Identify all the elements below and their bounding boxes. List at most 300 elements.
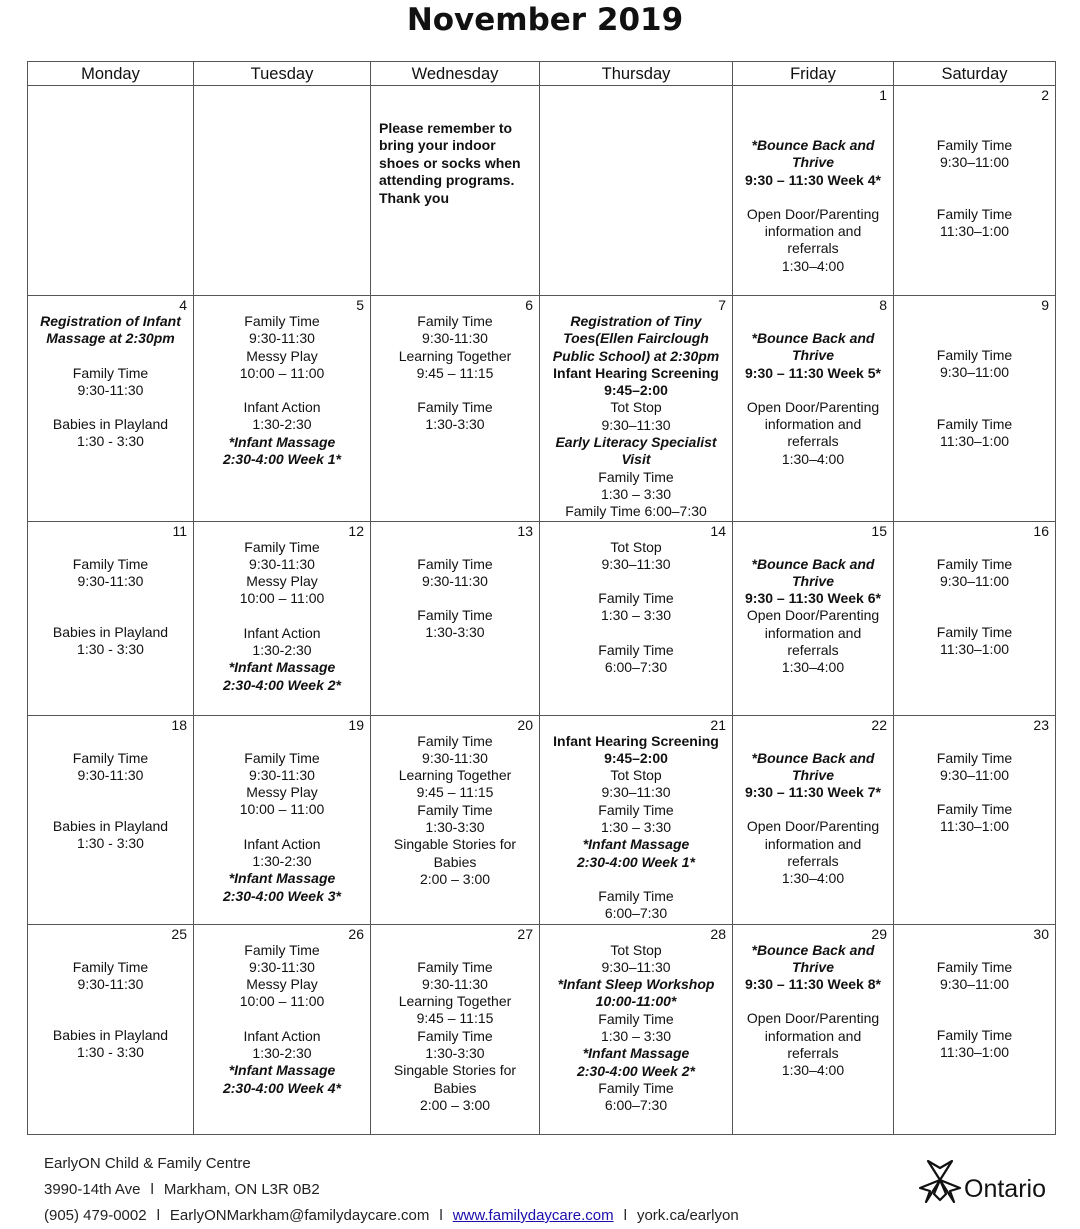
event-list xyxy=(540,539,732,677)
event-line: Early Literacy Specialist Visit xyxy=(555,434,717,468)
event-line: 9:30-11:30 xyxy=(77,975,144,992)
event-line: Messy Play xyxy=(246,976,318,993)
weekday-header: Friday xyxy=(733,62,894,86)
event-line: 11:30–1:00 xyxy=(939,432,1010,449)
event-line: Open Door/Parenting information and referrals xyxy=(746,1010,880,1062)
event-line: *Infant Massage xyxy=(228,870,336,887)
event-line: 1:30–4:00 xyxy=(781,257,845,274)
event-line: Family Time xyxy=(936,801,1013,818)
event-line: 2:00 – 3:00 xyxy=(419,870,491,887)
website-link[interactable]: www.familydaycare.com xyxy=(452,1207,614,1224)
spacer xyxy=(900,189,1049,206)
event-line: 9:30 – 11:30 Week 6* xyxy=(745,590,881,607)
event-line: 9:30 – 11:30 Week 5* xyxy=(745,364,881,381)
event-line: 9:30–11:00 xyxy=(939,975,1010,992)
event-list xyxy=(540,313,732,521)
spacer xyxy=(34,801,187,818)
city: Markham, ON L3R 0B2 xyxy=(163,1181,320,1198)
spacer xyxy=(34,1010,187,1027)
event-line: 9:30-11:30 xyxy=(422,975,488,992)
day-number: 7 xyxy=(718,297,726,313)
event-line: 10:00 – 11:00 xyxy=(239,364,325,381)
spacer xyxy=(900,942,1049,959)
event-line: 9:30-11:30 xyxy=(77,381,144,398)
calendar-grid xyxy=(27,61,1056,1135)
day-cell xyxy=(894,924,1056,1134)
spacer xyxy=(377,539,533,556)
week-row xyxy=(28,715,1056,924)
event-list xyxy=(733,942,893,1080)
spacer xyxy=(200,819,364,836)
event-line: 11:30–1:00 xyxy=(939,1044,1010,1061)
event-line: Family Time xyxy=(936,624,1013,641)
week-row xyxy=(28,521,1056,715)
event-line: 2:00 – 3:00 xyxy=(419,1096,491,1113)
event-line: 9:30-11:30 xyxy=(422,330,488,347)
spacer xyxy=(34,993,187,1010)
event-line: Family Time xyxy=(598,590,674,607)
event-line: 9:30–11:30 xyxy=(601,555,671,572)
spacer xyxy=(377,382,533,399)
day-number: 23 xyxy=(1033,716,1049,733)
event-line: 6:00–7:30 xyxy=(604,659,668,676)
spacer xyxy=(900,330,1049,347)
event-line: *Bounce Back and Thrive xyxy=(751,330,875,364)
event-list xyxy=(28,942,193,1062)
event-line: 9:30–11:30 xyxy=(601,416,671,433)
event-line: 9:30 – 11:30 Week 7* xyxy=(745,784,881,801)
event-line: Infant Hearing Screening xyxy=(553,732,719,749)
day-cell xyxy=(371,924,540,1134)
day-cell xyxy=(28,521,194,715)
event-list xyxy=(371,942,539,1115)
event-line: Family Time xyxy=(417,1027,493,1044)
event-line: Family Time xyxy=(598,641,674,658)
spacer xyxy=(739,189,887,206)
event-line: Family Time xyxy=(936,415,1013,432)
spacer xyxy=(34,399,187,416)
york-link[interactable]: york.ca/earlyon xyxy=(636,1207,739,1224)
spacer xyxy=(900,382,1049,399)
spacer xyxy=(900,313,1049,330)
spacer xyxy=(739,120,887,137)
day-number: 2 xyxy=(1041,87,1049,103)
event-line: 1:30-2:30 xyxy=(252,1045,312,1062)
event-line: 1:30-3:30 xyxy=(425,624,485,641)
contact-line xyxy=(44,1203,739,1229)
event-line: Family Time xyxy=(72,749,149,766)
event-line: Open Door/Parenting information and referrals xyxy=(746,607,880,659)
event-line: Learning Together xyxy=(398,993,512,1010)
event-line: Family Time xyxy=(244,941,320,958)
event-line: Family Time xyxy=(417,958,493,975)
event-line: *Infant Massage xyxy=(582,836,690,853)
event-list xyxy=(894,539,1055,659)
event-line: Infant Hearing Screening xyxy=(553,364,719,381)
event-line: 9:30-11:30 xyxy=(249,958,315,975)
event-line: 1:30-3:30 xyxy=(425,416,485,433)
event-line: 1:30 – 3:30 xyxy=(600,607,672,624)
spacer xyxy=(739,313,887,330)
street-address: 3990-14th Ave xyxy=(44,1181,141,1198)
event-line: 9:30 – 11:30 Week 4* xyxy=(745,171,881,188)
spacer xyxy=(900,120,1049,137)
event-line: 2:30-4:00 Week 1* xyxy=(222,451,342,468)
spacer xyxy=(34,942,187,959)
day-cell xyxy=(194,86,371,296)
day-number: 13 xyxy=(517,522,533,539)
email[interactable]: EarlyONMarkham@familydaycare.com xyxy=(169,1207,430,1224)
event-line: 9:30-11:30 xyxy=(77,572,144,589)
event-line: *Infant Sleep Workshop xyxy=(557,976,715,993)
event-line: Family Time xyxy=(936,749,1013,766)
separator: l xyxy=(623,1207,627,1224)
spacer xyxy=(200,733,364,750)
event-line: 1:30 - 3:30 xyxy=(77,641,144,658)
event-line: Family Time xyxy=(936,1027,1013,1044)
event-line: Babies in Playland xyxy=(52,1027,169,1044)
day-cell xyxy=(733,715,894,924)
event-line: 1:30-3:30 xyxy=(425,819,485,836)
spacer xyxy=(739,801,887,818)
event-line: Infant Action xyxy=(243,835,321,852)
org-name: EarlyON Child & Family Centre xyxy=(44,1155,251,1172)
event-line: Family Time xyxy=(417,607,493,624)
event-line: 6:00–7:30 xyxy=(604,905,668,922)
spacer xyxy=(34,590,187,607)
spacer xyxy=(34,784,187,801)
event-line: 1:30 – 3:30 xyxy=(600,485,672,502)
day-cell xyxy=(733,521,894,715)
event-line: Infant Action xyxy=(243,1027,321,1044)
event-line: 1:30 – 3:30 xyxy=(600,819,672,836)
event-line: 11:30–1:00 xyxy=(939,222,1010,239)
event-list xyxy=(733,733,893,888)
event-line: Family Time xyxy=(417,313,493,329)
event-line: 9:45 – 11:15 xyxy=(416,1010,494,1027)
day-cell xyxy=(371,86,540,296)
spacer xyxy=(900,590,1049,607)
event-line: 9:30–11:30 xyxy=(601,784,671,801)
day-number: 18 xyxy=(171,716,187,733)
week-row xyxy=(28,924,1056,1134)
event-line: Family Time xyxy=(417,555,493,572)
event-line: Learning Together xyxy=(398,767,512,784)
day-cell xyxy=(894,86,1056,296)
event-line: Messy Play xyxy=(246,347,318,364)
day-cell xyxy=(540,924,733,1134)
spacer xyxy=(200,608,364,625)
day-cell xyxy=(540,521,733,715)
event-line: Family Time xyxy=(72,958,149,975)
day-number: 12 xyxy=(348,522,364,539)
page-title: November 2019 xyxy=(406,2,684,38)
day-cell xyxy=(371,715,540,924)
day-cell xyxy=(540,86,733,296)
day-cell xyxy=(194,296,371,522)
event-line: Messy Play xyxy=(246,573,318,590)
event-list xyxy=(194,942,370,1097)
ontario-wordmark: Ontario xyxy=(964,1175,1046,1203)
event-list xyxy=(733,120,893,275)
spacer xyxy=(739,733,887,750)
event-list xyxy=(371,539,539,642)
separator: l xyxy=(150,1181,154,1198)
spacer xyxy=(546,625,726,642)
event-line: Infant Action xyxy=(243,399,321,416)
day-cell xyxy=(733,924,894,1134)
day-cell xyxy=(733,296,894,522)
event-line: 9:30-11:30 xyxy=(422,572,488,589)
event-line: Infant Action xyxy=(243,624,321,641)
spacer xyxy=(546,871,726,888)
event-line: 1:30-2:30 xyxy=(252,416,312,433)
day-cell xyxy=(540,715,733,924)
spacer xyxy=(739,993,887,1010)
spacer xyxy=(34,733,187,750)
spacer xyxy=(200,1011,364,1028)
day-number: 5 xyxy=(356,297,364,313)
spacer xyxy=(900,539,1049,556)
event-line: 9:30–11:00 xyxy=(939,364,1010,381)
day-cell xyxy=(540,296,733,522)
event-line: Babies in Playland xyxy=(52,818,169,835)
event-list xyxy=(894,313,1055,450)
event-line: *Bounce Back and Thrive xyxy=(751,137,875,171)
event-list xyxy=(28,313,193,451)
event-line: 10:00 – 11:00 xyxy=(239,590,325,607)
spacer xyxy=(900,399,1049,416)
event-line: Family Time xyxy=(244,749,320,766)
ontario-logo xyxy=(918,1158,1058,1208)
day-cell xyxy=(28,86,194,296)
day-cell xyxy=(28,715,194,924)
event-list xyxy=(194,733,370,905)
event-list xyxy=(28,733,193,853)
event-list xyxy=(371,313,539,434)
event-line: *Infant Massage xyxy=(582,1045,690,1062)
event-line: 1:30–4:00 xyxy=(781,659,845,676)
day-number: 27 xyxy=(517,925,533,942)
day-number: 15 xyxy=(871,522,887,539)
day-number: 11 xyxy=(172,522,187,539)
event-list xyxy=(28,539,193,659)
event-line: Tot Stop xyxy=(610,538,662,555)
spacer xyxy=(900,993,1049,1010)
event-line: Family Time xyxy=(598,1010,674,1027)
event-line: Open Door/Parenting information and referrals xyxy=(746,398,880,450)
day-number: 16 xyxy=(1033,522,1049,539)
event-line: 10:00 – 11:00 xyxy=(239,993,325,1010)
event-line: Family Time xyxy=(598,468,674,485)
trillium-icon xyxy=(918,1158,962,1204)
event-line: *Infant Massage xyxy=(228,1062,336,1079)
spacer xyxy=(200,382,364,399)
day-cell xyxy=(194,924,371,1134)
event-line: 1:30 – 3:30 xyxy=(600,1028,672,1045)
event-line: Singable Stories for Babies xyxy=(393,1062,517,1096)
event-line: Family Time xyxy=(417,732,493,749)
event-line: 1:30–4:00 xyxy=(781,870,845,887)
weekday-header-row xyxy=(28,62,1056,86)
event-list xyxy=(371,733,539,889)
day-number: 9 xyxy=(1041,297,1049,313)
event-line: 11:30–1:00 xyxy=(939,641,1010,658)
event-line: Registration of Tiny Toes(Ellen Fairclough Public School) at 2:30pm xyxy=(552,313,720,364)
spacer xyxy=(377,590,533,607)
event-line: 9:30-11:30 xyxy=(77,766,144,783)
event-line: 1:30–4:00 xyxy=(781,450,845,467)
event-list xyxy=(194,313,370,468)
day-cell xyxy=(371,296,540,522)
spacer xyxy=(900,784,1049,801)
event-line: 2:30-4:00 Week 4* xyxy=(222,1079,342,1096)
event-line: 2:30-4:00 Week 2* xyxy=(222,676,342,693)
event-line: Family Time 6:00–7:30 xyxy=(565,503,707,520)
spacer xyxy=(900,607,1049,624)
spacer xyxy=(900,1010,1049,1027)
event-line: 1:30 - 3:30 xyxy=(77,433,144,450)
event-line: 1:30–4:00 xyxy=(781,1062,845,1079)
event-line: 9:30 – 11:30 Week 8* xyxy=(745,976,881,993)
event-line: Babies in Playland xyxy=(52,416,169,433)
event-line: Family Time xyxy=(598,887,674,904)
event-line: Family Time xyxy=(244,538,320,555)
event-line: Tot Stop xyxy=(610,767,662,784)
day-number: 25 xyxy=(171,925,187,942)
event-line: Family Time xyxy=(72,555,149,572)
event-list xyxy=(733,313,893,468)
event-line: 1:30 - 3:30 xyxy=(77,1044,144,1061)
event-line: 6:00–7:30 xyxy=(604,1097,668,1114)
event-line: *Bounce Back and Thrive xyxy=(751,555,875,589)
event-line: *Bounce Back and Thrive xyxy=(751,941,875,975)
day-cell xyxy=(194,521,371,715)
day-number: 28 xyxy=(710,925,726,942)
event-line: Family Time xyxy=(936,958,1013,975)
day-number: 30 xyxy=(1033,925,1049,942)
event-line: *Infant Massage xyxy=(228,659,336,676)
day-cell xyxy=(28,296,194,522)
event-line: Family Time xyxy=(936,347,1013,363)
event-line: Learning Together xyxy=(398,347,512,364)
event-line: 1:30-2:30 xyxy=(252,853,312,870)
day-cell xyxy=(194,715,371,924)
event-line: Family Time xyxy=(936,137,1013,153)
event-line: Family Time xyxy=(417,399,493,416)
spacer xyxy=(900,172,1049,189)
event-line: 2:30-4:00 Week 1* xyxy=(576,853,696,870)
weekday-header: Tuesday xyxy=(194,62,371,86)
day-number: 26 xyxy=(348,925,364,942)
day-number: 4 xyxy=(179,297,187,313)
separator: l xyxy=(439,1207,443,1224)
event-list xyxy=(540,733,732,923)
weekday-header: Saturday xyxy=(894,62,1056,86)
separator: l xyxy=(156,1207,160,1224)
day-cell xyxy=(28,924,194,1134)
spacer xyxy=(739,382,887,399)
phone: (905) 479-0002 xyxy=(44,1207,147,1224)
event-line: Open Door/Parenting information and referrals xyxy=(746,818,880,870)
day-number: 22 xyxy=(871,716,887,733)
event-line: 9:30–11:30 xyxy=(601,958,671,975)
event-line: Family Time xyxy=(936,555,1013,572)
event-line: Family Time xyxy=(72,364,149,381)
event-line: Babies in Playland xyxy=(52,624,169,641)
event-line: 2:30-4:00 Week 3* xyxy=(222,887,342,904)
day-cell xyxy=(894,521,1056,715)
day-cell xyxy=(371,521,540,715)
event-line: Messy Play xyxy=(246,784,318,801)
day-number: 6 xyxy=(525,297,533,313)
event-list xyxy=(194,539,370,694)
event-list xyxy=(540,942,732,1115)
address-line xyxy=(44,1177,739,1203)
event-line: 9:45 – 11:15 xyxy=(416,364,494,381)
day-cell xyxy=(894,715,1056,924)
week-row xyxy=(28,86,1056,296)
event-line: Family Time xyxy=(417,801,493,818)
event-line: Registration of Infant Massage at 2:30pm xyxy=(40,313,181,347)
spacer xyxy=(34,607,187,624)
event-line: Open Door/Parenting information and referrals xyxy=(746,205,880,257)
day-number: 1 xyxy=(879,87,887,103)
spacer xyxy=(377,942,533,959)
event-line: 9:30-11:30 xyxy=(422,749,488,766)
day-number: 21 xyxy=(710,716,726,733)
event-line: Tot Stop xyxy=(610,399,662,416)
spacer xyxy=(739,539,887,556)
event-list xyxy=(733,539,893,677)
event-line: Family Time xyxy=(244,313,320,329)
spacer xyxy=(900,733,1049,750)
weekday-header: Thursday xyxy=(540,62,733,86)
event-line: Family Time xyxy=(598,1079,674,1096)
event-line: *Bounce Back and Thrive xyxy=(751,749,875,783)
event-line: 9:45 – 11:15 xyxy=(416,784,494,801)
event-line: 1:30-3:30 xyxy=(425,1045,485,1062)
event-line: 10:00 – 11:00 xyxy=(239,801,325,818)
event-line: 1:30 - 3:30 xyxy=(77,835,144,852)
event-line: 9:30-11:30 xyxy=(249,330,315,347)
event-list xyxy=(894,120,1055,240)
event-line: Family Time xyxy=(598,801,674,818)
day-cell xyxy=(894,296,1056,522)
event-line: *Infant Massage xyxy=(228,433,336,450)
event-line: 9:45–2:00 xyxy=(604,749,668,766)
day-number: 14 xyxy=(710,522,726,539)
weekday-header: Monday xyxy=(28,62,194,86)
event-line: 9:30-11:30 xyxy=(249,555,315,572)
spacer xyxy=(546,573,726,590)
event-line: 2:30-4:00 Week 2* xyxy=(576,1062,696,1079)
calendar-body xyxy=(28,86,1056,1135)
spacer xyxy=(34,348,187,365)
event-line: 9:30–11:00 xyxy=(939,766,1010,783)
weekday-header: Wednesday xyxy=(371,62,540,86)
event-line: 9:30–11:00 xyxy=(939,572,1010,589)
footer xyxy=(44,1151,739,1229)
event-line: 9:30-11:30 xyxy=(249,766,315,783)
day-cell xyxy=(733,86,894,296)
day-number: 19 xyxy=(348,716,364,733)
event-line: Tot Stop xyxy=(610,941,662,958)
reminder-note: Please remember to bring your indoor shoes or socks when attending programs. Thank you xyxy=(379,120,521,206)
day-number: 8 xyxy=(879,297,887,313)
event-line: 10:00-11:00* xyxy=(595,993,677,1010)
event-list xyxy=(894,942,1055,1062)
